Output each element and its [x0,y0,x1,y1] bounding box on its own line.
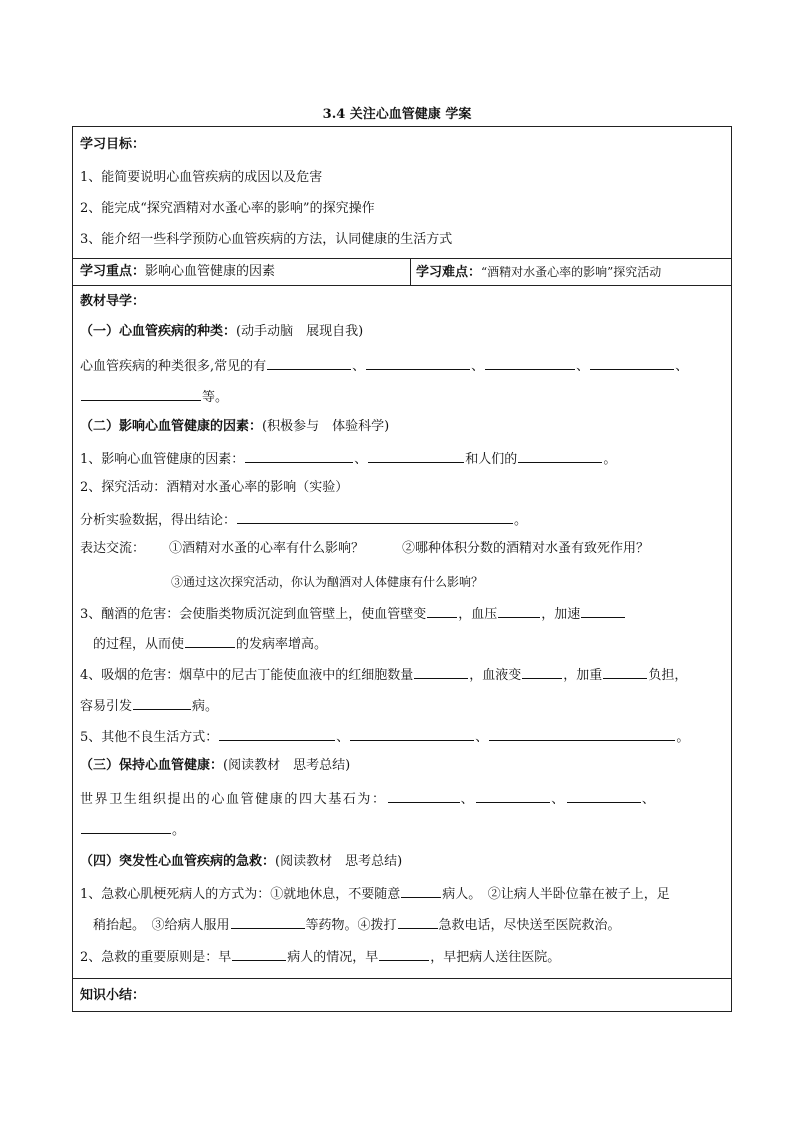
section-4-item-1-cont: 稍抬起。 ③给病人服用 等药物。④拨打 急救电话，尽快送至医院救治。 [93,915,621,935]
difficult-point-label: 学习难点： [416,265,482,280]
goals-header: 学习目标： [80,137,146,152]
section-2-question-3: ③通过这次探究活动，你认为酗酒对人体健康有什么影响？ [171,575,484,589]
section-2-analysis: 分析实验数据，得出结论： 。 [80,510,527,530]
blank [485,356,575,370]
blank [427,604,457,618]
blank [245,449,353,463]
blank [366,356,470,370]
focus-divider [410,259,411,285]
blank [489,727,675,741]
key-point-text: 影响心血管健康的因素 [145,264,276,279]
section-4-item-1: 1、急救心肌梗死病人的方式为：①就地休息，不要随意 病人。 ②让病人半卧位靠在被子上，足 [80,884,670,904]
blank [522,665,562,679]
summary-section [73,979,731,1011]
guide-section [73,286,731,979]
section-4-item-2: 2、急救的重要原则是：早 病人的情况，早 ，早把病人送往医院。 [80,947,560,967]
blank [398,915,438,929]
blank [603,665,647,679]
guide-header: 教材导学： [80,294,146,309]
blank [219,727,335,741]
section-3-heading: （三）保持心血管健康：(阅读教材 思考总结) [80,758,351,773]
section-2-item-4-cont: 容易引发 病。 [80,696,218,716]
goal-item-3: 3、能介绍一些科学预防心血管疾病的方法，认同健康的生活方式 [80,232,453,247]
blank [498,604,540,618]
blank [237,510,513,524]
summary-header: 知识小结： [80,988,146,1003]
section-2-item-1: 1、影响心血管健康的因素： 、 和人们的 。 [80,449,616,469]
blank [185,634,235,648]
blank [590,356,674,370]
blank [518,449,602,463]
difficult-point [416,263,661,282]
goals-section [73,127,731,259]
blank [81,387,201,401]
blank [368,449,464,463]
blank [388,789,460,803]
section-2-item-4: 4、吸烟的危害：烟草中的尼古丁能使血液中的红细胞数量 ，血液变 ，加重 负担， [80,665,687,685]
section-2-item-3: 3、酗酒的危害：会使脂类物质沉淀到血管壁上，使血管壁变 ，血压 ，加速 [80,604,626,624]
blank [414,665,468,679]
blank [379,947,429,961]
worksheet-table [72,126,732,1012]
blank [401,884,441,898]
section-1-heading: （一）心血管疾病的种类：(动手动脑 展现自我) [80,324,364,339]
blank [232,947,286,961]
blank [476,789,550,803]
blank [581,604,625,618]
blank [133,696,191,710]
section-2-heading: （二）影响心血管健康的因素：(积极参与 体验科学) [80,419,390,434]
difficult-point-text: “酒精对水蚤心率的影响”探究活动 [481,265,662,279]
blank [350,727,474,741]
goal-item-2: 2、能完成“探究酒精对水蚤心率的影响”的探究操作 [80,201,375,216]
section-4-heading: （四）突发性心血管疾病的急救：(阅读教材 思考总结) [80,854,403,869]
focus-section [73,259,731,286]
blank [567,789,641,803]
goal-item-1: 1、能简要说明心血管疾病的成因以及危害 [80,170,323,185]
section-1-line-2: 等。 [80,387,228,407]
section-2-exchange: 表达交流： ①酒精对水蚤的心率有什么影响？ ②哪种体积分数的酒精对水蚤有致死作用？ [80,541,650,556]
blank [81,820,171,834]
key-point-label: 学习重点： [80,264,146,279]
section-2-item-2: 2、探究活动：酒精对水蚤心率的影响（实验） [80,480,349,495]
section-1-line-1: 心血管疾病的种类很多,常见的有 、 、 、 、 [80,356,688,376]
blank [231,915,305,929]
section-2-item-5: 5、其他不良生活方式： 、 、 。 [80,727,689,747]
blank [267,356,351,370]
section-3-line-2: 。 [80,820,185,840]
page-title: 3.4 关注心血管健康 学案 [322,107,472,122]
key-point [80,263,275,281]
section-2-item-3-cont: 的过程，从而使 的发病率增高。 [93,634,327,654]
section-3-line-1: 世界卫生组织提出的心血管健康的四大基石为： 、 、 、 [80,789,656,809]
